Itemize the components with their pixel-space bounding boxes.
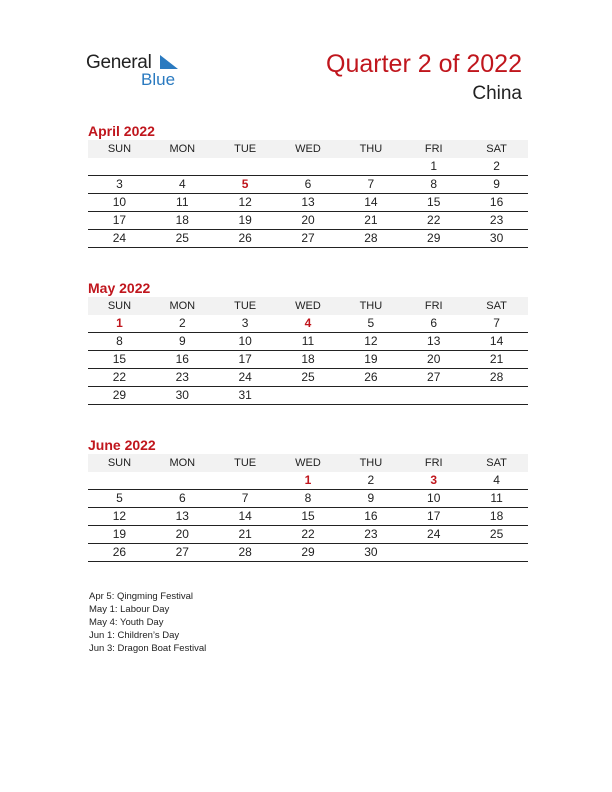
day-cell: 21	[364, 213, 378, 227]
day-cell: 2	[367, 473, 375, 487]
weekday-label: FRI	[424, 300, 443, 312]
weekday-label: FRI	[424, 143, 443, 155]
day-cell: 15	[112, 352, 127, 366]
day-cell: 10	[427, 491, 441, 505]
day-cell	[402, 387, 465, 404]
day-cell: 20	[427, 352, 441, 366]
day-cell: 28	[364, 231, 378, 245]
brand-logo	[86, 52, 196, 92]
week-row	[88, 508, 528, 526]
weekday-label: TUE	[234, 457, 257, 469]
week-row	[88, 387, 528, 405]
holiday-item: Jun 1: Children’s Day	[89, 630, 180, 641]
day-cell: 16	[364, 509, 378, 523]
day-cell: 16	[489, 195, 504, 209]
week-row	[88, 315, 528, 333]
day-cell: 19	[112, 527, 127, 541]
week-row	[88, 212, 528, 230]
holiday-item: May 4: Youth Day	[89, 617, 164, 628]
day-cell: 30	[489, 231, 504, 245]
day-cell: 25	[175, 231, 189, 245]
logo-flag-icon	[160, 55, 178, 69]
day-cell: 10	[112, 195, 127, 209]
weekday-label: SAT	[486, 143, 507, 155]
month-block	[88, 436, 528, 562]
day-cell: 30	[175, 388, 189, 402]
day-cell: 18	[489, 509, 504, 523]
day-cell	[465, 387, 528, 404]
weekday-header-row	[88, 454, 528, 472]
weekday-label: MON	[169, 143, 196, 155]
week-row	[88, 176, 528, 194]
day-cell: 1	[304, 473, 312, 487]
day-cell	[88, 472, 151, 489]
holiday-item: Apr 5: Qingming Festival	[89, 591, 194, 602]
day-cell: 17	[427, 509, 441, 523]
day-cell: 22	[112, 370, 127, 384]
day-cell: 7	[493, 316, 500, 330]
day-cell	[339, 387, 402, 404]
day-cell: 26	[238, 231, 252, 245]
day-cell: 2	[493, 159, 500, 173]
day-cell: 20	[301, 213, 315, 227]
week-row	[88, 158, 528, 176]
weekday-label: SUN	[107, 457, 132, 469]
day-cell: 17	[112, 213, 127, 227]
day-cell: 28	[238, 545, 252, 559]
country-name: China	[472, 83, 522, 104]
day-cell: 14	[238, 509, 252, 523]
day-cell: 23	[489, 213, 504, 227]
week-row	[88, 526, 528, 544]
day-cell: 7	[367, 177, 375, 191]
day-cell: 31	[238, 388, 252, 402]
week-row	[88, 230, 528, 248]
weekday-label: FRI	[424, 457, 443, 469]
weekday-label: WED	[295, 143, 321, 155]
week-row	[88, 333, 528, 351]
day-cell: 20	[175, 527, 189, 541]
week-row	[88, 351, 528, 369]
day-cell: 16	[175, 352, 189, 366]
day-cell: 11	[176, 195, 189, 209]
day-cell: 3	[241, 316, 249, 330]
day-cell: 9	[178, 334, 186, 348]
day-cell: 27	[175, 545, 189, 559]
week-row	[88, 369, 528, 387]
day-cell: 12	[112, 509, 127, 523]
day-cell: 5	[367, 316, 375, 330]
day-cell: 8	[116, 334, 123, 348]
day-cell: 23	[364, 527, 378, 541]
day-cell: 26	[364, 370, 378, 384]
day-cell: 9	[493, 177, 500, 191]
day-cell	[214, 158, 277, 175]
day-cell: 9	[367, 491, 375, 505]
weekday-label: SUN	[107, 300, 132, 312]
day-cell: 24	[238, 370, 252, 384]
day-cell: 8	[430, 177, 438, 191]
weekday-label: WED	[295, 457, 321, 469]
day-cell: 8	[304, 491, 312, 505]
month-block	[88, 279, 528, 405]
day-cell: 10	[238, 334, 252, 348]
day-cell: 13	[427, 334, 441, 348]
day-cell	[277, 158, 340, 175]
weekday-label: MON	[169, 300, 196, 312]
week-row	[88, 544, 528, 562]
day-cell	[277, 387, 340, 404]
day-cell: 15	[427, 195, 441, 209]
month-title: May 2022	[88, 280, 151, 296]
weekday-label: THU	[359, 143, 383, 155]
day-cell: 18	[175, 213, 189, 227]
holiday-item: Jun 3: Dragon Boat Festival	[89, 643, 207, 654]
weekday-label: THU	[359, 457, 383, 469]
day-cell: 1	[430, 159, 438, 173]
day-cell: 4	[493, 473, 500, 487]
day-cell: 27	[427, 370, 441, 384]
day-cell: 14	[489, 334, 504, 348]
day-cell	[151, 158, 214, 175]
day-cell: 4	[178, 177, 186, 191]
day-cell: 22	[427, 213, 441, 227]
weekday-label: SAT	[486, 457, 507, 469]
day-cell: 11	[301, 334, 315, 348]
weekday-label: THU	[359, 300, 383, 312]
day-cell: 24	[427, 527, 441, 541]
day-cell: 5	[241, 177, 249, 191]
day-cell: 17	[238, 352, 252, 366]
weekday-header-row	[88, 140, 528, 158]
day-cell: 13	[301, 195, 315, 209]
day-cell: 12	[364, 334, 378, 348]
day-cell: 14	[364, 195, 378, 209]
day-cell	[214, 472, 277, 489]
month-title: April 2022	[88, 123, 155, 139]
month-title: June 2022	[88, 437, 156, 453]
day-cell: 21	[489, 352, 504, 366]
day-cell: 24	[112, 231, 127, 245]
day-cell	[465, 544, 528, 561]
day-cell: 18	[301, 352, 315, 366]
day-cell: 3	[116, 177, 123, 191]
logo-text-blue: Blue	[141, 70, 176, 89]
day-cell: 21	[238, 527, 252, 541]
day-cell: 26	[112, 545, 127, 559]
page-title: Quarter 2 of 2022	[326, 50, 522, 78]
day-cell: 22	[301, 527, 315, 541]
day-cell: 25	[489, 527, 504, 541]
day-cell: 12	[238, 195, 252, 209]
day-cell: 29	[427, 231, 441, 245]
day-cell: 7	[241, 491, 249, 505]
weekday-label: MON	[169, 457, 196, 469]
day-cell: 25	[301, 370, 315, 384]
day-cell: 1	[116, 316, 123, 330]
day-cell: 15	[301, 509, 315, 523]
day-cell: 29	[112, 388, 127, 402]
day-cell: 6	[430, 316, 438, 330]
day-cell: 19	[238, 213, 252, 227]
day-cell	[151, 472, 214, 489]
weekday-label: SAT	[486, 300, 507, 312]
day-cell: 6	[304, 177, 312, 191]
weekday-label: WED	[295, 300, 321, 312]
day-cell: 19	[364, 352, 378, 366]
day-cell: 2	[178, 316, 186, 330]
day-cell: 5	[116, 491, 123, 505]
day-cell: 27	[301, 231, 315, 245]
holiday-list	[89, 590, 206, 655]
day-cell: 28	[489, 370, 504, 384]
logo-text-general: General	[86, 52, 152, 73]
weekday-header-row	[88, 297, 528, 315]
day-cell: 11	[490, 491, 503, 505]
day-cell: 23	[175, 370, 189, 384]
day-cell: 6	[178, 491, 186, 505]
week-row	[88, 472, 528, 490]
day-cell: 3	[430, 473, 438, 487]
day-cell: 4	[304, 316, 312, 330]
day-cell: 13	[175, 509, 189, 523]
week-row	[88, 490, 528, 508]
day-cell: 29	[301, 545, 315, 559]
weekday-label: TUE	[234, 143, 257, 155]
week-row	[88, 194, 528, 212]
day-cell	[88, 158, 151, 175]
weekday-label: SUN	[107, 143, 132, 155]
month-block	[88, 122, 528, 248]
day-cell: 30	[364, 545, 378, 559]
day-cell	[402, 544, 465, 561]
weekday-label: TUE	[234, 300, 257, 312]
day-cell	[339, 158, 402, 175]
holiday-item: May 1: Labour Day	[89, 604, 170, 615]
